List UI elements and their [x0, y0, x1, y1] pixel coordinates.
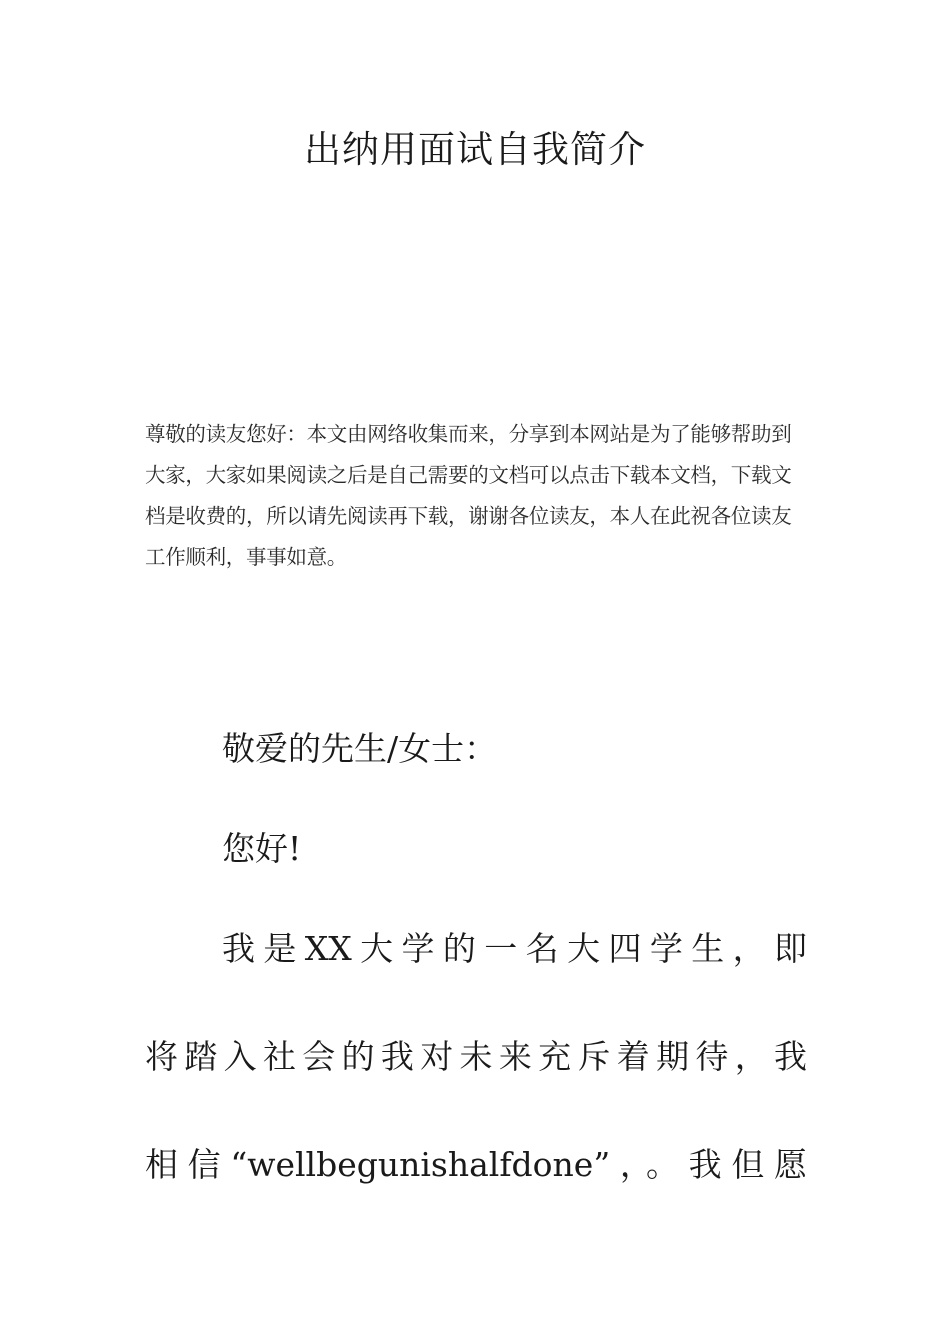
reader-notice-paragraph: 尊敬的读友您好：本文由网络收集而来，分享到本网站是为了能够帮助到大家，大家如果阅读之后是自己需要的文档可以点击下载本文档，下载文档是收费的，所以请先阅读再下载，谢谢各位读友，本人在此祝各位读友工作顺利，事事如意。: [145, 422, 792, 569]
body-text-line-2: 将踏入社会的我对未来充斥着期待，我: [145, 1037, 807, 1076]
document-title: 出纳用面试自我简介: [304, 128, 646, 171]
salutation: 敬爱的先生/女士：: [222, 729, 498, 768]
greeting-hello: 您好!: [222, 829, 302, 868]
body-text-line-3: 相信“wellbegunishalfdone”，。我但愿: [145, 1145, 807, 1184]
body-text-line-1: 我是XX大学的一名大四学生，即: [222, 929, 807, 968]
